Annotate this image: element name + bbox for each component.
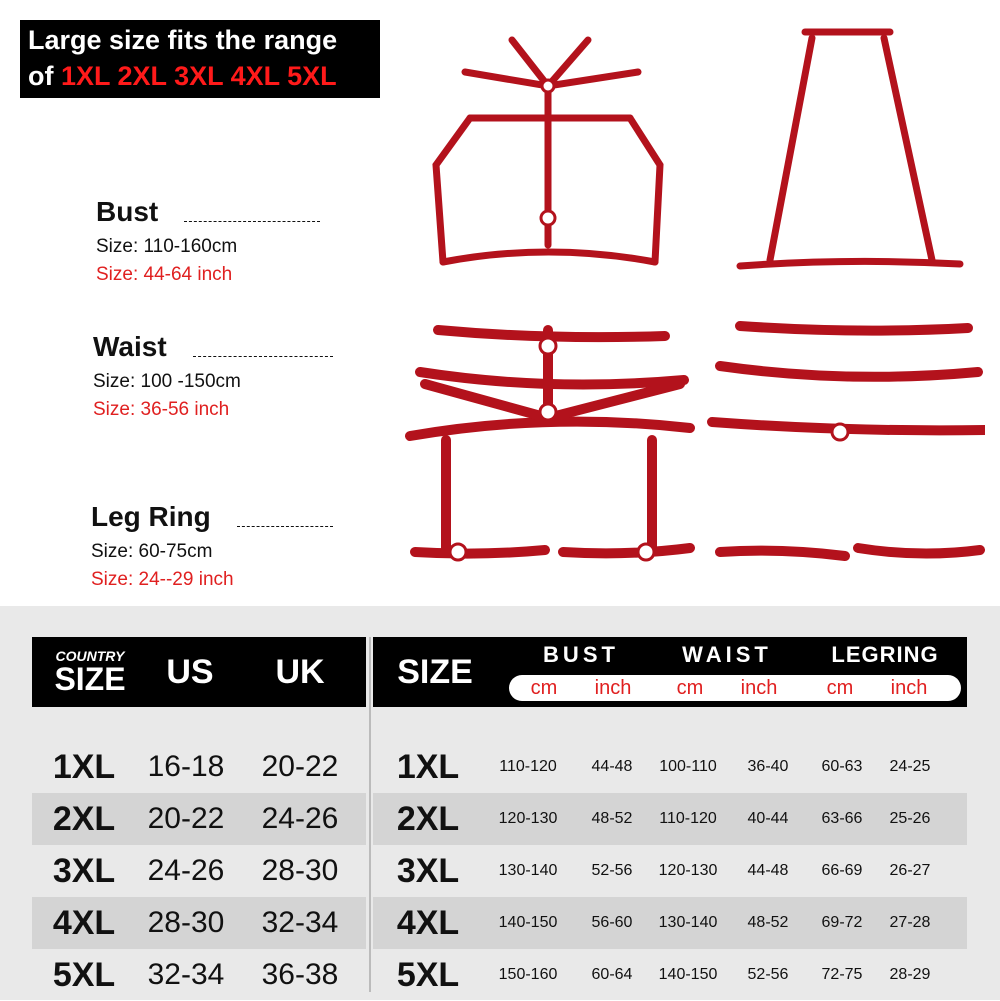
bust-inch: Size: 44-64 inch [96,264,233,285]
legring-inch-cell: 27-28 [889,914,931,931]
size-header: SIZE [397,652,473,691]
legring-cm-cell: 72-75 [821,966,863,983]
country-size-header [32,637,366,707]
legring-header: LEGRING [831,642,939,667]
waist-inch-cell: 44-48 [747,862,789,879]
table-row [32,793,366,845]
table-row [373,845,967,897]
waist-cm-cell: 140-150 [658,966,718,983]
leg-ring-dash-line [237,525,333,527]
front-top-harness [436,40,660,262]
waist-inch-cell: 52-56 [747,966,789,983]
waist-header: WAIST [682,642,772,667]
bust-cm: Size: 110-160cm [96,236,238,257]
banner-line-1: Large size fits the range [28,25,338,55]
legring-cm-cell: 60-63 [821,758,863,775]
back-bottom-harness [712,326,985,556]
uk-cell: 28-30 [261,854,339,887]
size-cell: 4XL [52,903,116,942]
waist-inch-unit: inch [740,676,778,699]
table-row [32,845,366,897]
size-cell: 4XL [396,903,460,942]
waist-cm-cell: 110-120 [659,810,717,827]
waist-inch-cell: 36-40 [747,758,789,775]
us-cell: 16-18 [147,750,225,783]
uk-cell: 24-26 [261,802,339,835]
legring-cm-cell: 63-66 [821,810,863,827]
legring-cm-cell: 66-69 [821,862,863,879]
table-row [373,793,967,845]
legring-inch-cell: 28-29 [889,966,931,983]
waist-inch: Size: 36-56 inch [93,399,230,420]
legring-inch-cell: 24-25 [889,758,931,775]
size-cell: 5XL [52,955,116,994]
waist-cm-cell: 100-110 [659,758,717,775]
body-measurement-header [373,637,967,707]
bust-cm-cell: 140-150 [498,914,558,931]
bust-inch-cell: 60-64 [591,966,633,983]
banner-line-2-prefix: of [28,61,61,91]
table-row [373,949,967,1001]
size-cell: 3XL [396,851,460,890]
legring-cm-cell: 69-72 [821,914,863,931]
product-photo [395,15,985,590]
table-row [373,897,967,949]
leg-ring-cm: Size: 60-75cm [91,541,213,562]
size-label: SIZE [54,661,126,697]
size-cell: 2XL [52,799,116,838]
waist-cm-unit: cm [676,676,704,699]
bust-header: BUST [543,642,619,667]
table-divider [369,637,371,992]
legring-inch-unit: inch [890,676,928,699]
size-range-banner [20,20,380,98]
waist-cm-cell: 120-130 [658,862,718,879]
back-top-harness [740,32,960,266]
bust-inch-cell: 52-56 [591,862,633,879]
table-row [373,741,967,793]
waist-dash-line [193,355,333,357]
country-label: COUNTRY [55,648,125,664]
size-cell: 1XL [396,747,460,786]
leg-ring-measurement [91,501,333,591]
us-cell: 20-22 [147,802,225,835]
bust-inch-cell: 56-60 [591,914,633,931]
waist-measurement [93,331,333,421]
bust-title: Bust [96,196,159,227]
country-size-header-cell [32,637,148,707]
us-cell: 24-26 [147,854,225,887]
us-header: US [166,652,214,691]
table-row [32,741,366,793]
country-size-table [32,637,366,1001]
body-measurement-table [373,637,967,1001]
unit-bar [509,675,961,701]
waist-cm-cell: 130-140 [658,914,718,931]
waist-cm: Size: 100 -150cm [93,371,241,392]
bust-cm-cell: 120-130 [498,810,558,827]
bust-inch-unit: inch [594,676,632,699]
size-cell: 1XL [52,747,116,786]
us-cell: 28-30 [147,906,225,939]
bust-cm-cell: 150-160 [498,966,558,983]
us-cell: 32-34 [147,958,225,991]
uk-cell: 20-22 [261,750,339,783]
banner-line-2 [28,58,380,94]
size-cell: 3XL [52,851,116,890]
size-cell: 2XL [396,799,460,838]
uk-header: UK [275,652,325,691]
waist-title: Waist [93,331,167,362]
bust-measurement [96,196,320,286]
waist-inch-cell: 40-44 [747,810,789,827]
bust-cm-cell: 110-120 [499,758,557,775]
waist-inch-cell: 48-52 [747,914,789,931]
table-row [32,949,366,1001]
leg-ring-title: Leg Ring [91,501,211,532]
legring-inch-cell: 25-26 [889,810,931,827]
uk-cell: 36-38 [261,958,339,991]
bust-cm-unit: cm [530,676,558,699]
bust-inch-cell: 44-48 [591,758,633,775]
bust-dash-line [184,220,320,222]
table-row [32,897,366,949]
legring-cm-unit: cm [826,676,854,699]
banner-sizes: 1XL 2XL 3XL 4XL 5XL [61,61,337,91]
leg-ring-inch: Size: 24--29 inch [91,569,234,590]
uk-cell: 32-34 [261,906,339,939]
front-bottom-harness [410,330,690,554]
legring-inch-cell: 26-27 [889,862,931,879]
size-cell: 5XL [396,955,460,994]
bust-inch-cell: 48-52 [591,810,633,827]
bust-cm-cell: 130-140 [498,862,558,879]
